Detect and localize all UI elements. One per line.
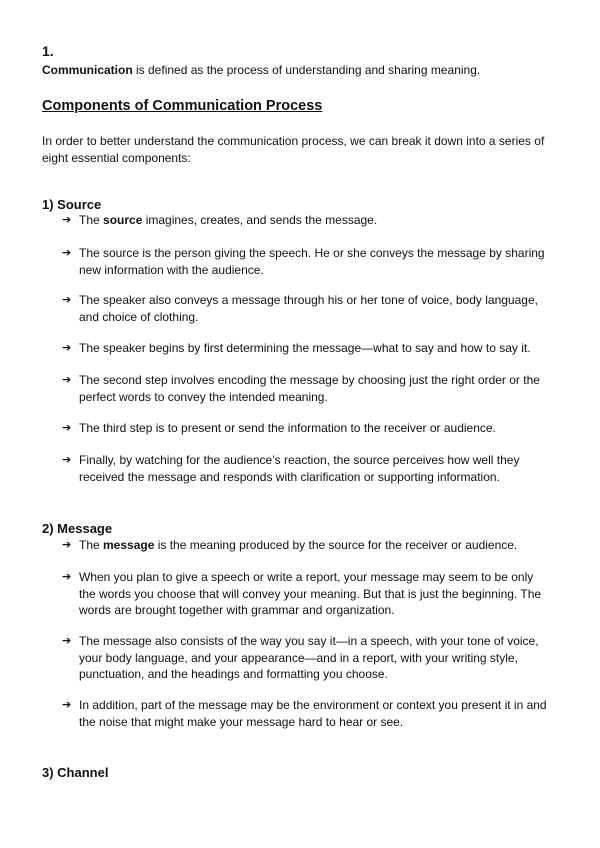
channel-heading: 3) Channel: [42, 765, 109, 780]
arrow-right-icon: ➔: [62, 453, 72, 466]
source-heading: 1) Source: [42, 197, 102, 212]
list-item: ➔ When you plan to give a speech or write a report, your message may seem to be only the words you choose that will convey your meaning. But that is just the beginning. The words are brought together with grammar and organization.: [62, 570, 542, 617]
intro-paragraph: In order to better understand the communication process, we can break it down into a series of eight essential components:: [42, 134, 545, 165]
list-item: ➔ The message is the meaning produced by the source for the receiver or audience.: [62, 538, 518, 552]
arrow-right-icon: ➔: [62, 341, 72, 354]
arrow-right-icon: ➔: [62, 570, 72, 583]
list-item: ➔ In addition, part of the message may be the environment or context you present it in and the noise that might make your message hard to hear or see.: [62, 698, 547, 729]
definition-term: Communication: [42, 63, 133, 77]
list-item: ➔ The speaker begins by first determining the message—what to say and how to say it.: [62, 341, 531, 355]
list-item: ➔ The source imagines, creates, and sends the message.: [62, 213, 378, 227]
definition-paragraph: [42, 63, 562, 77]
list-item: ➔ The source is the person giving the speech. He or she conveys the message by sharing new information with the audience.: [62, 246, 545, 277]
arrow-right-icon: ➔: [62, 538, 72, 551]
definition-text: is defined as the process of understanding and sharing meaning.: [132, 63, 481, 77]
list-item: ➔ The third step is to present or send the information to the receiver or audience.: [62, 421, 496, 435]
list-item: ➔ The speaker also conveys a message through his or her tone of voice, body language, and choice of clothing.: [62, 293, 538, 324]
section-title: Components of Communication Process: [42, 98, 323, 114]
arrow-right-icon: ➔: [62, 246, 72, 259]
list-item: ➔ The second step involves encoding the message by choosing just the right order or the perfect words to convey the intended meaning.: [62, 373, 540, 404]
arrow-right-icon: ➔: [62, 293, 72, 306]
list-item: ➔ Finally, by watching for the audience’s reaction, the source perceives how well they received the message and responds with clarification or supporting information.: [62, 453, 520, 484]
arrow-right-icon: ➔: [62, 421, 72, 434]
arrow-right-icon: ➔: [62, 213, 72, 226]
heading-number: 1.: [42, 43, 54, 59]
arrow-right-icon: ➔: [62, 634, 72, 647]
arrow-right-icon: ➔: [62, 373, 72, 386]
message-heading: 2) Message: [42, 521, 113, 536]
arrow-right-icon: ➔: [62, 698, 72, 711]
list-item: ➔ The message also consists of the way you say it—in a speech, with your tone of voice, your body language, and your appearance—and in a report, with your writing style, punctuation, and the headings and formatting you choose.: [62, 634, 539, 681]
